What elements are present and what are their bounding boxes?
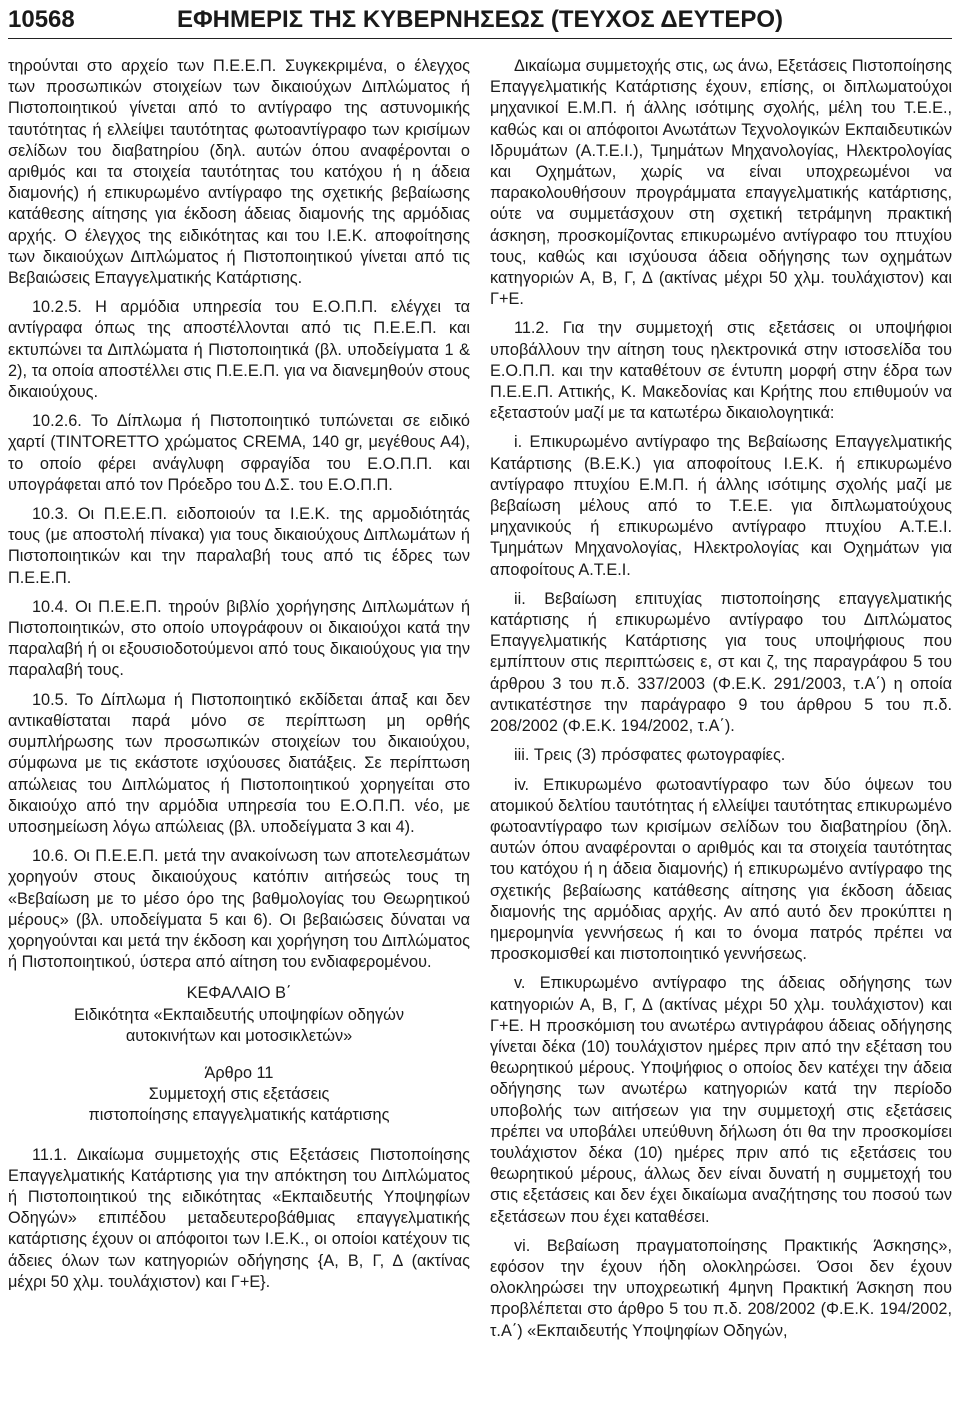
article-title-line: πιστοποίησης επαγγελματικής κατάρτισης bbox=[88, 1106, 390, 1125]
paragraph: 10.4. Οι Π.Ε.Ε.Π. τηρούν βιβλίο χορήγησης Διπλωμάτων ή Πιστοποιητικών, στο οποίο υπογράφουν οι δικαιούχοι κατά την παραλαβή ή οι εξουσιοδοτούμενοι από τους δικαιούχους για την παραλαβή τους. bbox=[8, 597, 470, 680]
right-column bbox=[490, 56, 952, 1416]
chapter-label: ΚΕΦΑΛΑΙΟ Β΄ bbox=[186, 984, 292, 1003]
paragraph: 10.3. Οι Π.Ε.Ε.Π. ειδοποιούν τα Ι.Ε.Κ. της αρμοδιότητάς τους (με αποστολή πίνακα) για τους δικαιούχους Διπλωμάτων ή Πιστοποιητικών και την παραλαβή τους από τις έδρες των Π.Ε.Ε.Π. bbox=[8, 505, 470, 587]
paragraph: 10.5. Το Δίπλωμα ή Πιστοποιητικό εκδίδεται άπαξ και δεν αντικαθίσταται παρά μόνο σε περίπτωση μη ορθής συμπλήρωσης των προσωπικών στοιχείων του δικαιούχου, σύμφωνα με τις εκάστοτε ισχύουσες διατάξεις. Σε περίπτωση απώλειας του Διπλώματος ή Πιστοποιητικού χορηγείται στο δικαιούχο από την αρμόδια υπηρεσία του Ε.Ο.Π.Π. νέο, με υποσημείωση λόγω απώλειας (βλ. υποδείγματα 3 και 4). bbox=[8, 690, 470, 836]
paragraph: Δικαίωμα συμμετοχής στις, ως άνω, Εξετάσεις Πιστοποίησης Επαγγελματικής Κατάρτισης έχουν, επίσης, οι διπλωματούχοι μηχανικοί Ε.Μ.Π. ή άλλης ισότιμης σχολής, μέλη του Τ.Ε.Ε., καθώς και οι απόφοιτοι Ανωτάτων Τεχνολογικών Εκπαιδευτικών Ιδρυμάτων (Α.Τ.Ε.Ι.), Τμημάτων Μηχανολογίας, Ηλεκτρολογίας και Οχημάτων, χωρίς να είναι υποχρεωμένοι να παρακολουθήσουν προγράμματα επαγγελματικής κατάρτισης, ούτε να συμμετάσχουν στη σχετική τετράμηνη πρακτική άσκηση, προσκομίζοντας επικυρωμένο αντίγραφο του πτυχίου τους, καθώς και ισχύουσα άδεια οδήγησης των οχημάτων κατηγοριών Α, Β, Γ, Δ (ακτίνας μέχρι 50 χλμ. τουλάχιστον) και Γ+Ε. bbox=[490, 57, 952, 309]
list-item: iv. Επικυρωμένο φωτοαντίγραφο των δύο όψεων του ατομικού δελτίου ταυτότητας ή ελλείψει ταυτότητας επικυρωμένο φωτοαντίγραφο των κρισίμων σελίδων του διαβατηρίου (δηλ. αυτών όπου αναφέρονται ο αριθμός και τα στοιχεία ταυτότητας του κατόχου ή η άδεια διαμονής) ή επικυρωμένο αντίγραφο της σχετικής βεβαίωσης κατάθεσης αίτησης για έκδοση άδειας διαμονής της αρμόδιας αρχής. Αν από αυτό δεν προκύπτει η ημερομηνία γεννήσεως ή και το όνομα πατρός πρέπει να προσκομισθεί και πιστοποιητικό γεννήσεως. bbox=[490, 775, 952, 964]
list-item: ii. Βεβαίωση επιτυχίας πιστοποίησης επαγγελματικής κατάρτισης ή επικυρωμένο αντίγραφο του Διπλώματος Επαγγελματικής Κατάρτισης για τους υποψήφιους που εμπίπτουν στις περιπτώσεις ε, στ και ζ, της παραγράφου 5 του άρθρου 3 του π.δ. 337/2003 (Φ.Ε.Κ. 291/2003, τ.Α΄) η οποία αντικατέστησε την παράγραφο 9 του άρθρου 5 του π.δ. 208/2002 (Φ.Ε.Κ. 194/2002, τ.Α΄). bbox=[490, 589, 952, 736]
list-item: iii. Τρεις (3) πρόσφατες φωτογραφίες. bbox=[514, 746, 786, 765]
page-header bbox=[8, 2, 952, 39]
article-label: Άρθρο 11 bbox=[204, 1063, 274, 1082]
left-column bbox=[8, 56, 470, 1416]
chapter-heading bbox=[8, 983, 470, 1126]
list-item: i. Επικυρωμένο αντίγραφο της Βεβαίωσης Επαγγελματικής Κατάρτισης (Β.Ε.Κ.) για αποφοίτους Ι.Ε.Κ. ή επικυρωμένο αντίγραφο πτυχίου Ε.Μ.Π. ή άλλης ισότιμης σχολής μαζί με βεβαίωση μέλους από το Τ.Ε.Ε. για διπλωματούχους μηχανικούς ή επικυρωμένο αντίγραφο πτυχίου Α.Τ.Ε.Ι. Τμημάτων Μηχανολογίας, Ηλεκτρολογίας και Οχημάτων για αποφοίτους Α.Τ.Ε.Ι. bbox=[490, 433, 952, 579]
article-title-line: Συμμετοχή στις εξετάσεις bbox=[148, 1085, 330, 1104]
journal-title: ΕΦΗΜΕΡΙΣ ΤΗΣ ΚΥΒΕΡΝΗΣΕΩΣ (ΤΕΥΧΟΣ ΔΕΥΤΕΡΟ) bbox=[176, 6, 784, 33]
paragraph: 11.1. Δικαίωμα συμμετοχής στις Εξετάσεις Πιστοποίησης Επαγγελματικής Κατάρτισης για την απόκτηση του Διπλώματος ή Πιστοποιητικού της ειδικότητας «Εκπαιδευτής Υποψηφίων Οδηγών» επιπέδου μεταδευτεροβάθμιας επαγγελματικής κατάρτισης έχουν οι απόφοιτοι των Ι.Ε.Κ., οι οποίοι κατέχουν τις άδειες όλων των κατηγοριών οδήγησης {Α, Β, Γ, Δ (ακτίνας μέχρι 50 χλμ. τουλάχιστον) και Γ+Ε}. bbox=[8, 1145, 470, 1291]
list-item: vi. Βεβαίωση πραγματοποίησης Πρακτικής Άσκησης», εφόσον την έχουν ήδη ολοκληρώσει. Όσοι δεν έχουν ολοκληρώσει την υποχρεωτική 4μηνη Πρακτική Άσκηση που προβλέπεται στο άρθρο 5 του π.δ. 208/2002 (Φ.Ε.Κ. 194/2002, τ.Α΄) «Εκπαιδευτής Υποψηφίων Οδηγών, bbox=[490, 1236, 952, 1340]
paragraph: τηρούνται στο αρχείο των Π.Ε.Ε.Π. Συγκεκριμένα, ο έλεγχος των προσωπικών στοιχείων των δικαιούχων Διπλώματος ή Πιστοποιητικού γίνεται από το αντίγραφο της αστυνομικής ταυτότητας ή ελλείψει ταυτότητας φωτοαντίγραφο των κρισίμων σελίδων του διαβατηρίου (δηλ. αυτών όπου αναφέρονται ο αριθμός και τα στοιχεία ταυτότητας του κατόχου ή η άδεια διαμονής) ή επικυρωμένο αντίγραφο της σχετικής βεβαίωσης κατάθεσης αίτησης για έκδοση άδειας διαμονής της αρμόδιας αρχής. Ο έλεγχος της ειδικότητας και του Ι.Ε.Κ. αποφοίτησης των δικαιούχων Διπλώματος ή Πιστοποιητικού γίνεται από τις Βεβαιώσεις Επαγγελματικής Κατάρτισης. bbox=[8, 57, 470, 288]
page-number: 10568 bbox=[8, 6, 75, 33]
chapter-title-line: Ειδικότητα «Εκπαιδευτής υποψηφίων οδηγών bbox=[73, 1005, 405, 1024]
paragraph: 10.6. Οι Π.Ε.Ε.Π. μετά την ανακοίνωση των αποτελεσμάτων χορηγούν στους δικαιούχους κατόπιν αιτήσεώς τους τη «Βεβαίωση με το μέσο όρο της βαθμολογίας του Θεωρητικού μέρους» (βλ. υποδείγματα 5 και 6). Οι βεβαιώσεις δύναται να χορηγούνται και μετά την έκδοση και χορήγηση του Διπλώματος ή Πιστοποιητικού, ύστερα από αίτηση του ενδιαφερομένου. bbox=[8, 847, 470, 972]
paragraph: 11.2. Για την συμμετοχή στις εξετάσεις οι υποψήφιοι υποβάλλουν την αίτηση τους ηλεκτρονικά στην ιστοσελίδα του Ε.Ο.Π.Π. και την καταθέτουν σε έντυπη μορφή στην έδρα των Π.Ε.Ε.Π. Αττικής, Κ. Μακεδονίας και Κρήτης που επιθυμούν να εξεταστούν μαζί με τα κατωτέρω δικαιολογητικά: bbox=[490, 319, 952, 423]
paragraph: 10.2.6. Το Δίπλωμα ή Πιστοποιητικό τυπώνεται σε ειδικό χαρτί (TINTORETTO χρώματος CREMA, 140 gr, μεγέθους Α4), το οποίο φέρει ανάγλυφη σφραγίδα του Ε.Ο.Π.Π. και υπογράφεται από τον Πρόεδρο του Δ.Σ. του Ε.Ο.Π.Π. bbox=[8, 412, 470, 494]
paragraph: 10.2.5. Η αρμόδια υπηρεσία του Ε.Ο.Π.Π. ελέγχει τα αντίγραφα όπως της αποστέλλονται από τις Π.Ε.Ε.Π. και εκτυπώνει τα Διπλώματα ή Πιστοποιητικά (βλ. υποδείγματα 1 & 2), τα οποία αποστέλλει στις Π.Ε.Ε.Π. για να διανεμηθούν στους δικαιούχους. bbox=[8, 298, 470, 402]
chapter-title-line: αυτοκινήτων και μοτοσικλετών» bbox=[125, 1026, 353, 1045]
list-item: v. Επικυρωμένο αντίγραφο της άδειας οδήγησης των κατηγοριών Α, Β, Γ, Δ (ακτίνας μέχρι 50 χλμ. τουλάχιστον) και Γ+Ε. Η προσκόμιση του ανωτέρω αντιγράφου άδειας οδήγησης γίνεται δέκα (10) τουλάχιστον ημέρες πριν από την εξέταση του θεωρητικού μέρους. Υποψήφιος ο οποίος δεν κατέχει την άδεια οδήγησης των ανωτέρω κατηγοριών κατά την περίοδο υποβολής των αιτήσεων για την συμμετοχή στις εξετάσεις πρέπει να υποβάλει υπεύθυνη δήλωση ότι θα την προσκομίσει τουλάχιστον δέκα (10) ημέρες πριν από τις εξετάσεις του θεωρητικού μέρους, άλλως δεν είναι δυνατή η συμμετοχή του στις εξετάσεις και δεν έχει δικαίωμα αναζήτησης του ποσού των εξετάσεων που έχει καταθέσει. bbox=[490, 974, 952, 1226]
